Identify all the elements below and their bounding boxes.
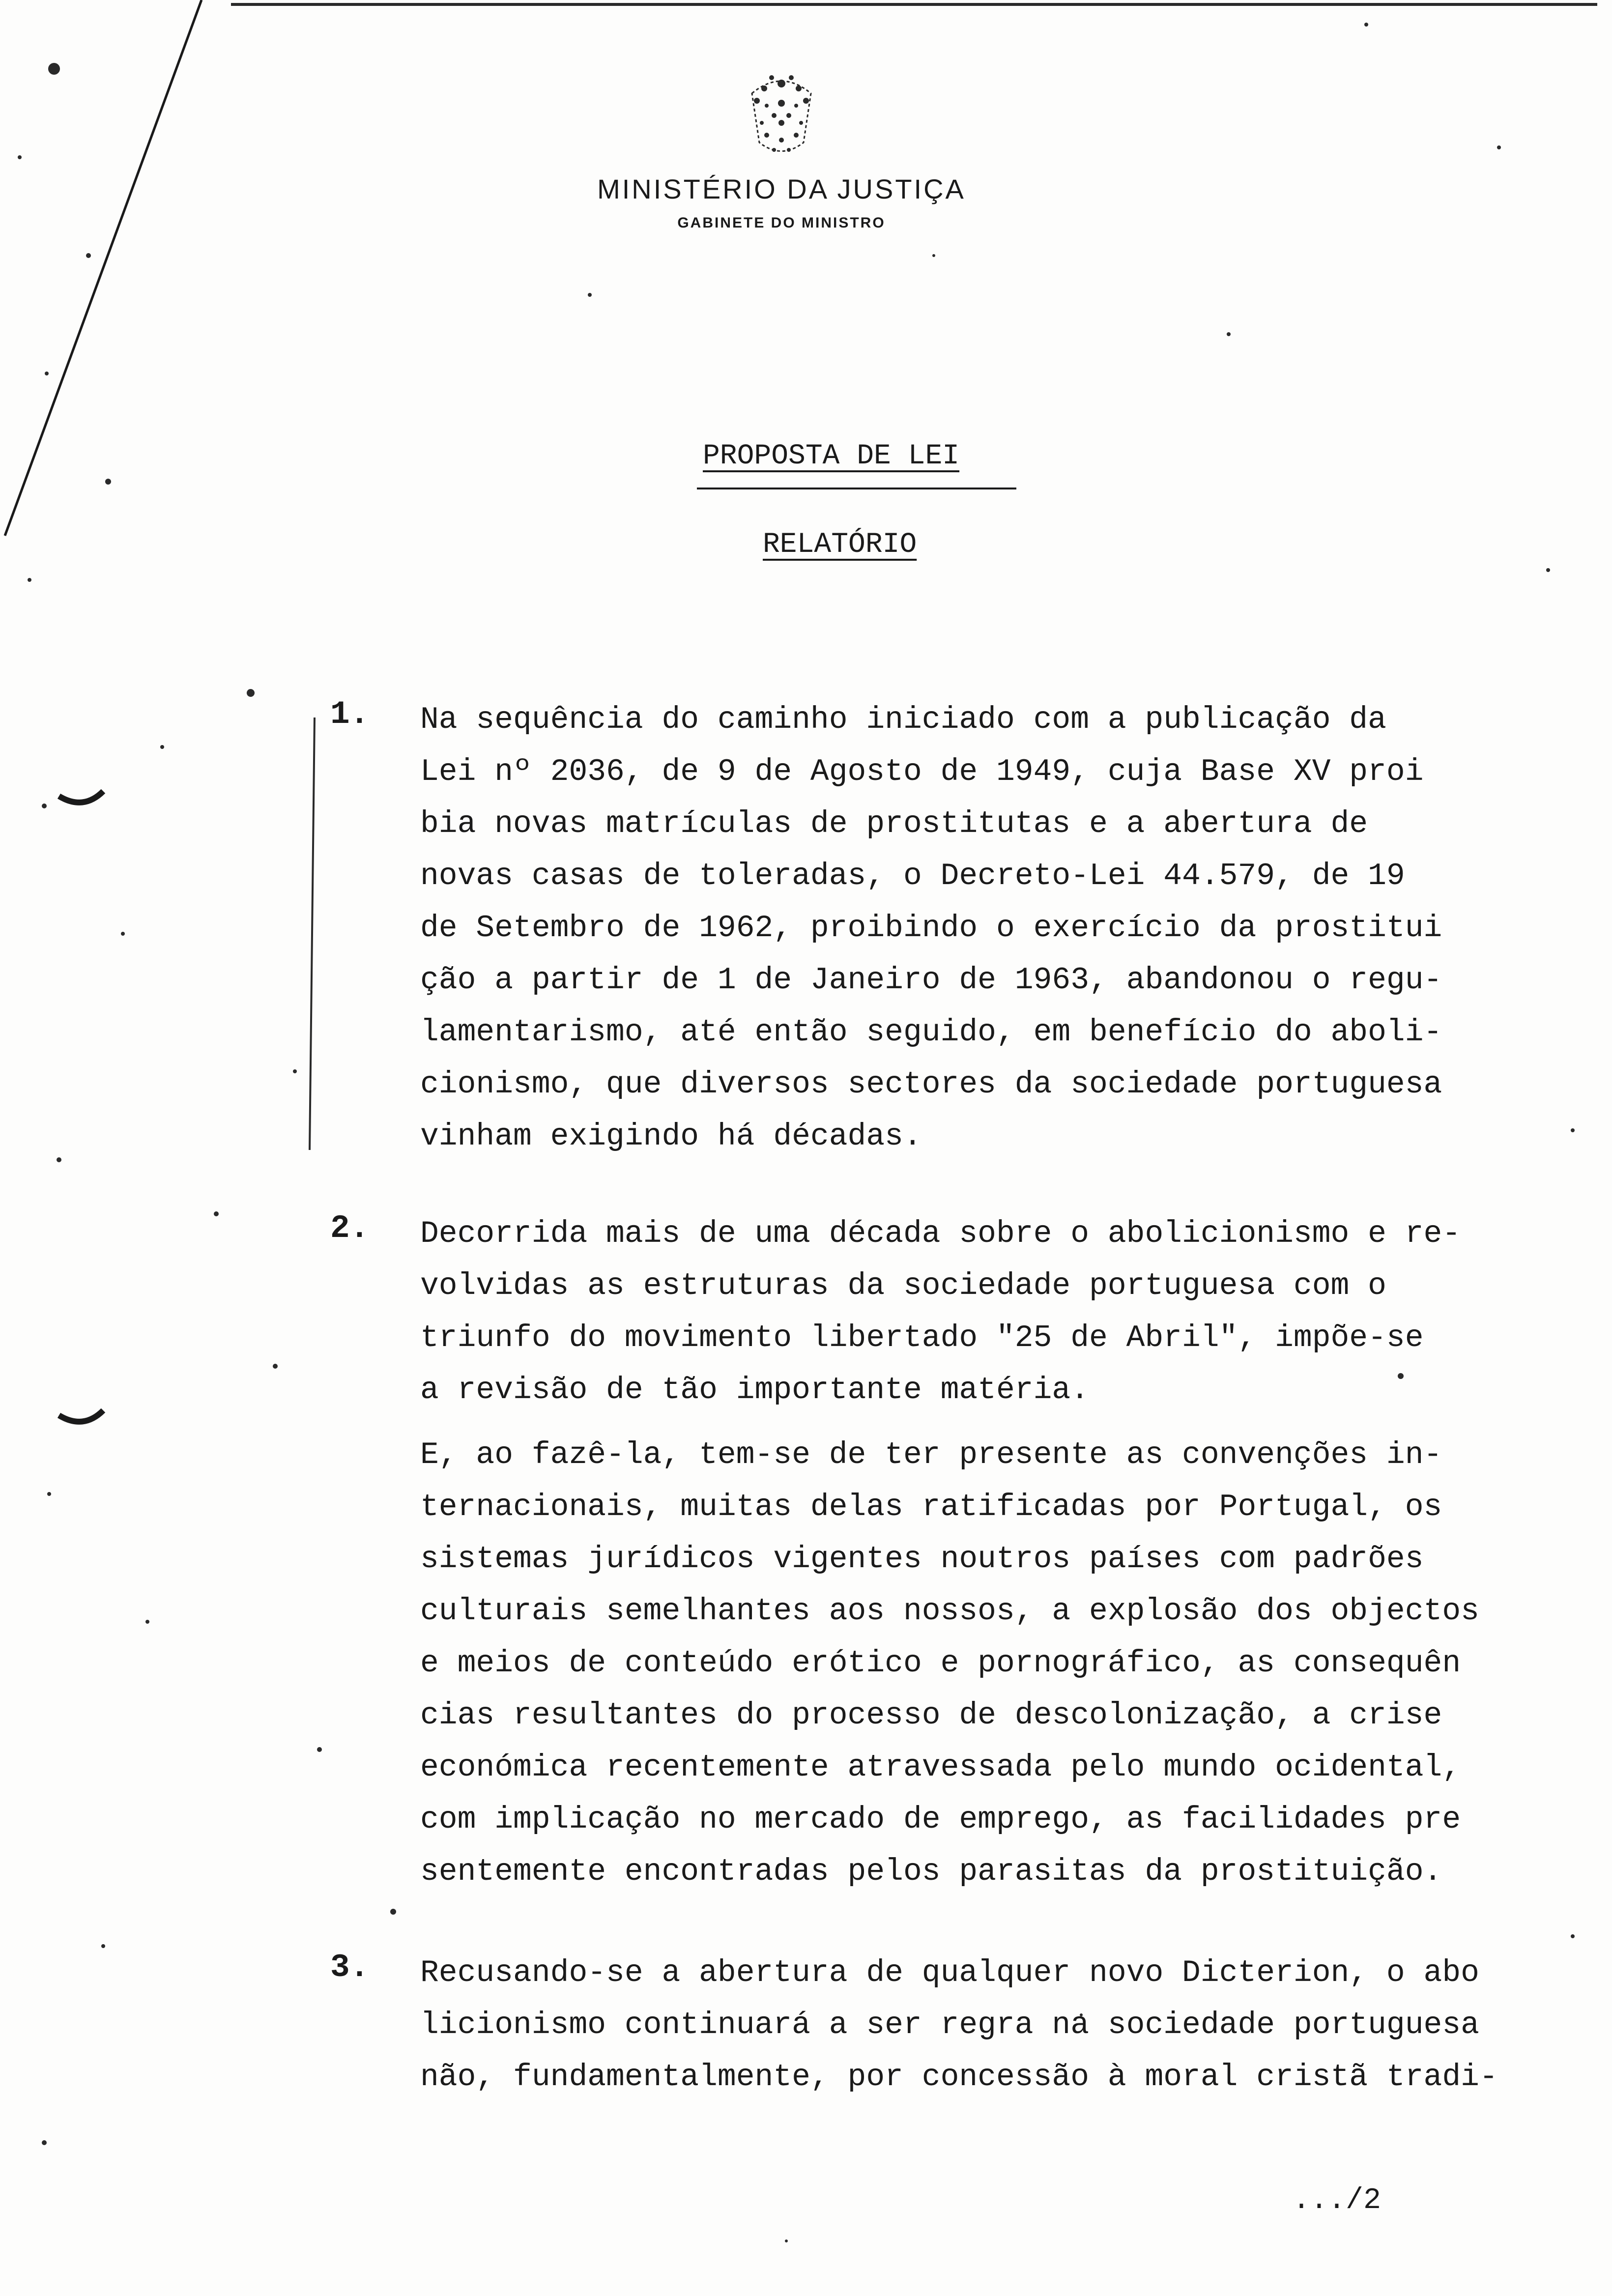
- text-line: sistemas jurídicos vigentes noutros países com padrões: [420, 1542, 1424, 1577]
- section-number: 3.: [330, 1949, 370, 1986]
- text-line: Na sequência do caminho iniciado com a publicação da: [420, 702, 1386, 737]
- section-3-paragraph: [420, 1947, 1600, 2103]
- report-heading: RELATÓRIO: [763, 529, 917, 561]
- text-line: Recusando-se a abertura de qualquer novo Dicterion, o abo: [420, 1955, 1479, 1990]
- section-2-continuation: [420, 1429, 1600, 1898]
- text-line: cionismo, que diversos sectores da sociedade portuguesa: [420, 1067, 1442, 1102]
- section-number: 2.: [330, 1210, 370, 1247]
- text-line: bia novas matrículas de prostitutas e a abertura de: [420, 806, 1368, 841]
- text-line: de Setembro de 1962, proibindo o exercício da prostitui: [420, 911, 1442, 946]
- text-line: culturais semelhantes aos nossos, a explosão dos objectos: [420, 1594, 1479, 1629]
- letterhead: [541, 59, 1022, 231]
- text-line: e meios de conteúdo erótico e pornográfico, as consequên: [420, 1646, 1461, 1681]
- text-line: Decorrida mais de uma década sobre o abolicionismo e re-: [420, 1216, 1461, 1251]
- text-line: ção a partir de 1 de Janeiro de 1963, abandonou o regu-: [420, 963, 1442, 998]
- text-line: Lei nº 2036, de 9 de Agosto de 1949, cuja Base XV proi: [420, 754, 1424, 789]
- section-2-paragraph: [420, 1208, 1600, 1416]
- page-continuation-marker: .../2: [1293, 2184, 1382, 2217]
- text-line: com implicação no mercado de emprego, as facilidades pre: [420, 1802, 1461, 1837]
- section-number: 1.: [330, 696, 370, 733]
- text-line: triunfo do movimento libertado "25 de Abril", impõe-se: [420, 1320, 1424, 1355]
- text-line: volvidas as estruturas da sociedade portuguesa com o: [420, 1268, 1386, 1303]
- text-line: novas casas de toleradas, o Decreto-Lei 44.579, de 19: [420, 859, 1405, 893]
- text-line: sentemente encontradas pelos parasitas da prostituição.: [420, 1854, 1442, 1889]
- coat-of-arms-icon: [718, 59, 845, 162]
- text-line: não, fundamentalmente, por concessão à moral cristã tradi-: [420, 2060, 1498, 2095]
- ministry-name: MINISTÉRIO DA JUSTIÇA: [597, 173, 966, 204]
- text-line: lamentarismo, até então seguido, em benefício do aboli-: [420, 1015, 1442, 1050]
- text-line: a revisão de tão importante matéria.: [420, 1373, 1090, 1407]
- document-title: PROPOSTA DE LEI: [703, 440, 960, 472]
- cabinet-name: GABINETE DO MINISTRO: [677, 215, 886, 231]
- text-line: licionismo continuará a ser regra na sociedade portuguesa: [420, 2008, 1479, 2042]
- section-1-paragraph: [420, 694, 1600, 1163]
- text-line: ternacionais, muitas delas ratificadas por Portugal, os: [420, 1490, 1442, 1524]
- text-line: cias resultantes do processo de descolonização, a crise: [420, 1698, 1442, 1733]
- text-line: económica recentemente atravessada pelo mundo ocidental,: [420, 1750, 1461, 1785]
- text-line: vinham exigindo há décadas.: [420, 1119, 922, 1154]
- text-line: E, ao fazê-la, tem-se de ter presente as convenções in-: [420, 1437, 1442, 1472]
- title-double-underline: [697, 488, 1016, 489]
